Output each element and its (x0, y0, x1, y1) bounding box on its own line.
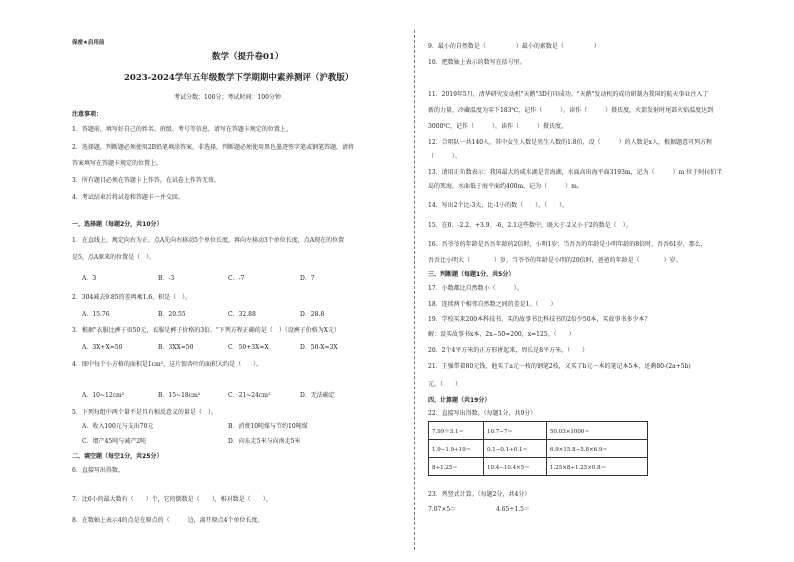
table-cell: 1.25×8÷1.25×0.8＝ (547, 458, 648, 476)
option-d[interactable]: D．7 (300, 275, 315, 282)
table-row (429, 422, 648, 440)
option-b[interactable]: B．3XX=50 (158, 344, 194, 351)
option-a[interactable]: A．3X+X=50 (82, 344, 123, 351)
option-c[interactable]: C．50+3X=X (228, 344, 269, 351)
table-cell: 6.9×15.8−5.8×6.9＝ (547, 440, 648, 458)
option-a[interactable]: A．15.76 (82, 311, 110, 318)
exam-info: 考试分数：100分；考试时间：100分钟 (174, 94, 281, 101)
question-4: 4．图中每个小方格的面积是1cm²，这片银杏叶的面积大约是（ ）。 (72, 361, 263, 368)
question-20: 20．2个4平方米的正方形拼起来，周长是8平方米。（ ） (428, 347, 589, 354)
table-cell: 10.4−10.4×5＝ (484, 458, 547, 476)
question-9: 9．最小的自然数是（ ）最小的素数是（ ） (428, 43, 600, 50)
question-17: 17．小数都比自然数小（ ）。 (428, 285, 523, 292)
question-15: 15．在0、-2.2、+3.9、-6、2.1这些数中，既大于-2又小于2的数是（ ）。 (428, 222, 632, 229)
question-8: 8．在数轴上表示4的点是在原点的（ 边，离开原点4个单位长度。 (72, 517, 264, 524)
question-19: 19．学校买来200本科技书，买的故事书比科技书的2倍少50本，买故事书多少本？ (428, 316, 651, 323)
question-6: 6．直接写出得数。 (72, 467, 124, 474)
question-1: 1．在直线上，规定向右为正，点A先向右移动5个单位长度，再向左移动3个单位长度，点A现在的位置 (72, 237, 345, 244)
calc-item: 4.65÷1.5＝ (496, 506, 530, 513)
table-cell: 10.7−7＝ (484, 422, 547, 440)
option-d[interactable]: D．向东走5米与向南走5米 (228, 438, 301, 445)
option-c[interactable]: C．21~24cm² (228, 392, 271, 399)
exam-subtitle: 2023-2024学年五年级数学下学期期中素养测评（沪教版） (124, 73, 354, 83)
option-a[interactable]: A．10~12cm² (82, 392, 125, 399)
note-item: 2．选择题，判断题必须使用2B铅笔填涂答案，非选择，判断题必须使用黑色墨迹签字笔或钢笔答题，请将 (72, 144, 355, 151)
question-11-cont: 3000℃，记作（ ），读作（ ）摄氏度。 (428, 123, 567, 130)
question-2: 2．304减去9.85的差再乘1.6，积是（ ）。 (72, 294, 192, 301)
secret-label: 保密★启用前 (72, 40, 105, 46)
option-a[interactable]: A．3 (82, 275, 97, 282)
column-divider (414, 30, 415, 550)
question-14: 14．写出2个比-3大，比-1小的数（ ），（ ）。 (428, 202, 569, 209)
table-cell: 0.1−0.1÷0.1＝ (484, 440, 547, 458)
table-cell: 50.03×1000＝ (547, 422, 648, 440)
question-19-cont: 解：设买故事书x本，2x−50=200，x=125。（ ） (428, 331, 575, 338)
option-b[interactable]: B．消费10吨煤与节约10吨煤 (228, 423, 308, 430)
table-cell: 7.99＋3.1＝ (429, 422, 484, 440)
section-calc-heading: 四、计算题（共19分） (428, 397, 491, 404)
question-16: 16．吾爷爷的年龄是吾吾年龄的2倍时，小明1岁；当吾吾的年龄是小明年龄的8倍时，吾吾61岁，那么， (428, 241, 707, 248)
table-row (429, 458, 648, 476)
question-12-cont: （ ）。 (428, 153, 462, 160)
question-10: 10．把数轴上表示的数写在括号里。 (428, 59, 526, 66)
option-b[interactable]: B．20.55 (158, 311, 186, 318)
table-row (429, 440, 648, 458)
question-21-cont: 元。（ ） (428, 381, 462, 388)
question-5: 5．下列每组中两个量不是具有相反意义的量是（ ）。 (72, 409, 217, 416)
section-judge-heading: 三、判断题（每题1分，共5分） (428, 271, 515, 278)
calc-item: 7.07×5＝ (428, 506, 457, 513)
note-item: 1．答题前，填写好自己的姓名、班级、考号等信息，请写在答题卡规定的位置上。 (72, 126, 292, 133)
option-c[interactable]: C．增产45吨与减产2吨 (82, 438, 147, 445)
question-13-cont: 岛的死海，水面低于海平面约400m，记为（ ）m。 (428, 183, 583, 190)
question-3: 3．根据"衣服比裤子贵50元，衣服是裤子价格的3倍。"下列方程正确的是（ ）（设裤子价格为X元） (72, 327, 341, 334)
question-18: 18．连续两个相邻自然数之间的差是1。（ ） (428, 301, 557, 308)
note-item: 3．所有题目必须在答题卡上作答，在试卷上作答无效。 (72, 177, 220, 184)
table-cell: 1.9−1.9÷19＝ (429, 440, 484, 458)
question-1-cont: 是5，点A原来的位置是（ ）。 (72, 254, 156, 261)
option-a[interactable]: A．收入100元与支出70元 (82, 423, 154, 430)
question-7: 7．比6小的最大数有（ ）个，它的倒数是（ ），相对数是（ ）。 (72, 496, 272, 503)
note-item: 答案填写在答题卡规定的位置上。 (72, 160, 163, 167)
question-11: 11．2019年5月，清华研究发动机"天鹅"3D打印成功。"天鹅"发动机的成功研制为我国的航天事业注入了 (428, 91, 709, 98)
question-13: 13．请用正负数表示：我国最大的咸水湖是青海湖，水面高出海平面3193m，记为（ ）m 位于阿拉伯半 (428, 169, 723, 176)
option-b[interactable]: B．-3 (158, 275, 175, 282)
section-fill-heading: 二、填空题（每空1分，共25分） (72, 453, 163, 460)
option-d[interactable]: D．50-X=3X (300, 344, 338, 351)
option-c[interactable]: C．32.88 (228, 311, 256, 318)
notes-heading: 注意事项： (72, 111, 103, 118)
section-choice-heading: 一、选择题（每题2分，共10分） (72, 221, 163, 228)
option-d[interactable]: D．28.8 (300, 311, 325, 318)
option-b[interactable]: B．15~18cm² (158, 392, 201, 399)
question-16-cont: 吾吾比小明大（ ）岁，当爷爷的年龄是小明的20倍时，爸爸的年龄是（ ）岁。 (428, 257, 682, 264)
table-cell: 8÷1.25＝ (429, 458, 484, 476)
question-11-cont: 新的力量，冷藏温度为零下183℃，记作（ ），读作（ ）摄氏度。火箭发射时尾部火焰温度达到 (428, 107, 714, 114)
option-d[interactable]: D．无法确定 (300, 392, 335, 399)
question-23: 23．列竖式计算。（每题2分，共4分） (428, 491, 531, 498)
note-item: 4．考试结束后将试卷和答题卡一并交回。 (72, 194, 184, 201)
mental-math-table (428, 421, 648, 476)
exam-title: 数学（提升卷01） (212, 52, 284, 62)
option-c[interactable]: C．-7 (228, 275, 245, 282)
question-22: 22．直接写出得数。（每题1分，共9分） (428, 410, 537, 417)
question-21: 21．王强带着80元钱，他买了a元一枝的钢笔2枝，又买了b元一本的笔记本5本，还剩80-(2a+5b) (428, 363, 691, 370)
question-12: 12．合唱队一共140人，其中女生人数是男生人数的1.8倍，设（ ）的人数是x人，根据题意可列方程 (428, 139, 713, 146)
